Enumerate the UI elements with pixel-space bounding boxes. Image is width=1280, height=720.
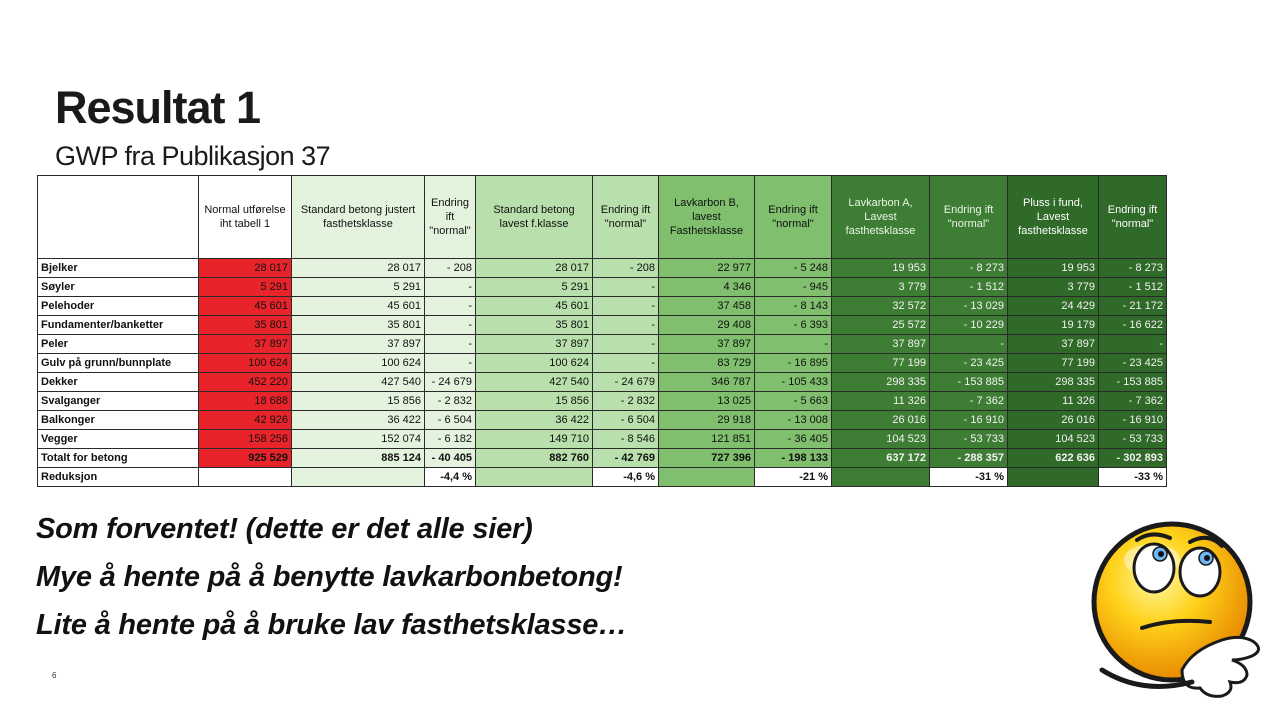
table-cell: 32 572: [832, 297, 930, 316]
table-row: [38, 430, 1167, 449]
table-cell: 18 688: [199, 392, 292, 411]
reduction-cell: -31 %: [930, 468, 1008, 487]
table-cell: 37 897: [1008, 335, 1099, 354]
page-number: 6: [52, 671, 57, 680]
reduction-cell: -21 %: [755, 468, 832, 487]
reduction-cell: -4,4 %: [425, 468, 476, 487]
table-cell: 100 624: [476, 354, 593, 373]
table-row: [38, 297, 1167, 316]
table-cell: 149 710: [476, 430, 593, 449]
table-cell: - 1 512: [1099, 278, 1167, 297]
table-cell: 26 016: [1008, 411, 1099, 430]
table-cell: 452 220: [199, 373, 292, 392]
table-cell: - 40 405: [425, 449, 476, 468]
table-cell: 37 458: [659, 297, 755, 316]
table-cell: - 153 885: [1099, 373, 1167, 392]
results-table-body: [38, 176, 1167, 487]
table-cell: 45 601: [476, 297, 593, 316]
table-cell: 298 335: [832, 373, 930, 392]
row-label: Balkonger: [38, 411, 199, 430]
table-cell: - 53 733: [1099, 430, 1167, 449]
table-cell: 158 256: [199, 430, 292, 449]
column-header: Endring ift "normal": [425, 176, 476, 259]
table-cell: - 21 172: [1099, 297, 1167, 316]
table-cell: 100 624: [199, 354, 292, 373]
table-cell: 925 529: [199, 449, 292, 468]
table-row: [38, 354, 1167, 373]
message-line-3: Lite å hente på å bruke lav fasthetsklasse…: [36, 609, 627, 641]
table-cell: 346 787: [659, 373, 755, 392]
table-cell: - 7 362: [930, 392, 1008, 411]
table-cell: 100 624: [292, 354, 425, 373]
table-cell: 622 636: [1008, 449, 1099, 468]
row-label: Peler: [38, 335, 199, 354]
table-cell: 28 017: [292, 259, 425, 278]
table-cell: - 7 362: [1099, 392, 1167, 411]
table-cell: - 16 622: [1099, 316, 1167, 335]
table-row: [38, 392, 1167, 411]
table-cell: -: [593, 278, 659, 297]
reduction-cell: [1008, 468, 1099, 487]
table-cell: 427 540: [476, 373, 593, 392]
table-row: [38, 449, 1167, 468]
column-header: Endring ift "normal": [755, 176, 832, 259]
table-row: [38, 316, 1167, 335]
table-cell: 104 523: [832, 430, 930, 449]
table-cell: 37 897: [832, 335, 930, 354]
table-cell: - 24 679: [425, 373, 476, 392]
row-label: Pelehoder: [38, 297, 199, 316]
column-header: Lavkarbon B, lavest Fasthetsklasse: [659, 176, 755, 259]
table-cell: -: [593, 335, 659, 354]
table-row: [38, 373, 1167, 392]
table-cell: - 198 133: [755, 449, 832, 468]
table-cell: -: [593, 297, 659, 316]
table-cell: 15 856: [292, 392, 425, 411]
table-cell: 29 918: [659, 411, 755, 430]
table-cell: 35 801: [199, 316, 292, 335]
table-cell: - 42 769: [593, 449, 659, 468]
table-row: [38, 259, 1167, 278]
table-cell: 35 801: [476, 316, 593, 335]
table-cell: - 6 504: [593, 411, 659, 430]
table-cell: 42 926: [199, 411, 292, 430]
table-cell: - 8 143: [755, 297, 832, 316]
table-cell: - 153 885: [930, 373, 1008, 392]
reduction-cell: [476, 468, 593, 487]
table-cell: - 23 425: [930, 354, 1008, 373]
table-cell: 5 291: [199, 278, 292, 297]
results-table: [37, 175, 1167, 487]
table-cell: 298 335: [1008, 373, 1099, 392]
slide-title: Resultat 1: [55, 82, 261, 133]
table-cell: - 10 229: [930, 316, 1008, 335]
table-cell: - 53 733: [930, 430, 1008, 449]
column-header: Standard betong lavest f.klasse: [476, 176, 593, 259]
table-cell: 37 897: [292, 335, 425, 354]
table-header-row: [38, 176, 1167, 259]
reduction-cell: [292, 468, 425, 487]
table-cell: 83 729: [659, 354, 755, 373]
table-cell: - 16 910: [1099, 411, 1167, 430]
table-cell: - 16 895: [755, 354, 832, 373]
table-cell: 882 760: [476, 449, 593, 468]
table-cell: - 16 910: [930, 411, 1008, 430]
table-cell: - 6 504: [425, 411, 476, 430]
table-cell: -: [425, 278, 476, 297]
table-cell: 637 172: [832, 449, 930, 468]
table-cell: 28 017: [199, 259, 292, 278]
table-row: [38, 335, 1167, 354]
table-cell: 3 779: [1008, 278, 1099, 297]
table-cell: 104 523: [1008, 430, 1099, 449]
reduction-cell: [832, 468, 930, 487]
reduction-cell: [659, 468, 755, 487]
column-header: Normal utførelse iht tabell 1: [199, 176, 292, 259]
row-label: Gulv på grunn/bunnplate: [38, 354, 199, 373]
table-cell: 3 779: [832, 278, 930, 297]
table-cell: - 8 546: [593, 430, 659, 449]
table-cell: 427 540: [292, 373, 425, 392]
table-cell: - 5 663: [755, 392, 832, 411]
column-header: Lavkarbon A, Lavest fasthetsklasse: [832, 176, 930, 259]
table-cell: 36 422: [476, 411, 593, 430]
row-label: Reduksjon: [38, 468, 199, 487]
table-cell: 19 953: [1008, 259, 1099, 278]
table-cell: 13 025: [659, 392, 755, 411]
message-line-1: Som forventet! (dette er det alle sier): [36, 513, 533, 545]
table-cell: 19 179: [1008, 316, 1099, 335]
column-header: Endring ift "normal": [1099, 176, 1167, 259]
table-cell: - 13 029: [930, 297, 1008, 316]
table-cell: - 2 832: [425, 392, 476, 411]
table-cell: 24 429: [1008, 297, 1099, 316]
table-cell: - 23 425: [1099, 354, 1167, 373]
table-cell: -: [1099, 335, 1167, 354]
table-cell: - 8 273: [930, 259, 1008, 278]
table-cell: - 208: [425, 259, 476, 278]
slide-subtitle: GWP fra Publikasjon 37: [55, 141, 331, 171]
column-header: Endring ift "normal": [930, 176, 1008, 259]
table-cell: - 36 405: [755, 430, 832, 449]
table-cell: - 288 357: [930, 449, 1008, 468]
table-cell: 35 801: [292, 316, 425, 335]
table-cell: 11 326: [832, 392, 930, 411]
table-cell: -: [425, 354, 476, 373]
table-cell: -: [593, 316, 659, 335]
table-cell: 28 017: [476, 259, 593, 278]
reduction-cell: [199, 468, 292, 487]
row-label: Bjelker: [38, 259, 199, 278]
table-cell: 11 326: [1008, 392, 1099, 411]
table-cell: 19 953: [832, 259, 930, 278]
table-cell: 121 851: [659, 430, 755, 449]
table-cell: -: [425, 297, 476, 316]
reduction-row: [38, 468, 1167, 487]
table-cell: 15 856: [476, 392, 593, 411]
table-row: [38, 278, 1167, 297]
table-cell: 4 346: [659, 278, 755, 297]
table-cell: 29 408: [659, 316, 755, 335]
table-cell: 77 199: [832, 354, 930, 373]
table-cell: 45 601: [199, 297, 292, 316]
table-cell: 5 291: [476, 278, 593, 297]
table-cell: 152 074: [292, 430, 425, 449]
table-cell: - 24 679: [593, 373, 659, 392]
table-cell: - 8 273: [1099, 259, 1167, 278]
table-cell: 37 897: [199, 335, 292, 354]
table-cell: 727 396: [659, 449, 755, 468]
table-cell: 37 897: [659, 335, 755, 354]
reduction-cell: -4,6 %: [593, 468, 659, 487]
table-cell: 22 977: [659, 259, 755, 278]
table-cell: - 208: [593, 259, 659, 278]
row-label: Totalt for betong: [38, 449, 199, 468]
reduction-cell: -33 %: [1099, 468, 1167, 487]
table-cell: -: [755, 335, 832, 354]
row-label: Fundamenter/banketter: [38, 316, 199, 335]
row-label: Svalganger: [38, 392, 199, 411]
column-header: Standard betong justert fasthetsklasse: [292, 176, 425, 259]
message-line-2: Mye å hente på å benytte lavkarbonbetong!: [36, 561, 623, 593]
column-header: Pluss i fund, Lavest fasthetsklasse: [1008, 176, 1099, 259]
table-cell: -: [930, 335, 1008, 354]
row-label: Søyler: [38, 278, 199, 297]
table-cell: 36 422: [292, 411, 425, 430]
table-cell: 25 572: [832, 316, 930, 335]
column-header: Endring ift "normal": [593, 176, 659, 259]
table-cell: - 13 008: [755, 411, 832, 430]
table-cell: - 2 832: [593, 392, 659, 411]
column-header: [38, 176, 199, 259]
table-cell: - 945: [755, 278, 832, 297]
table-cell: - 302 893: [1099, 449, 1167, 468]
table-cell: 5 291: [292, 278, 425, 297]
table-cell: -: [593, 354, 659, 373]
table-cell: 37 897: [476, 335, 593, 354]
table-cell: - 1 512: [930, 278, 1008, 297]
row-label: Dekker: [38, 373, 199, 392]
table-cell: 77 199: [1008, 354, 1099, 373]
table-cell: -: [425, 335, 476, 354]
thinking-smiley-icon: [1082, 510, 1272, 710]
row-label: Vegger: [38, 430, 199, 449]
table-cell: - 5 248: [755, 259, 832, 278]
table-cell: 26 016: [832, 411, 930, 430]
table-cell: 885 124: [292, 449, 425, 468]
table-cell: - 6 393: [755, 316, 832, 335]
table-cell: 45 601: [292, 297, 425, 316]
table-cell: - 105 433: [755, 373, 832, 392]
table-cell: - 6 182: [425, 430, 476, 449]
table-cell: -: [425, 316, 476, 335]
table-row: [38, 411, 1167, 430]
